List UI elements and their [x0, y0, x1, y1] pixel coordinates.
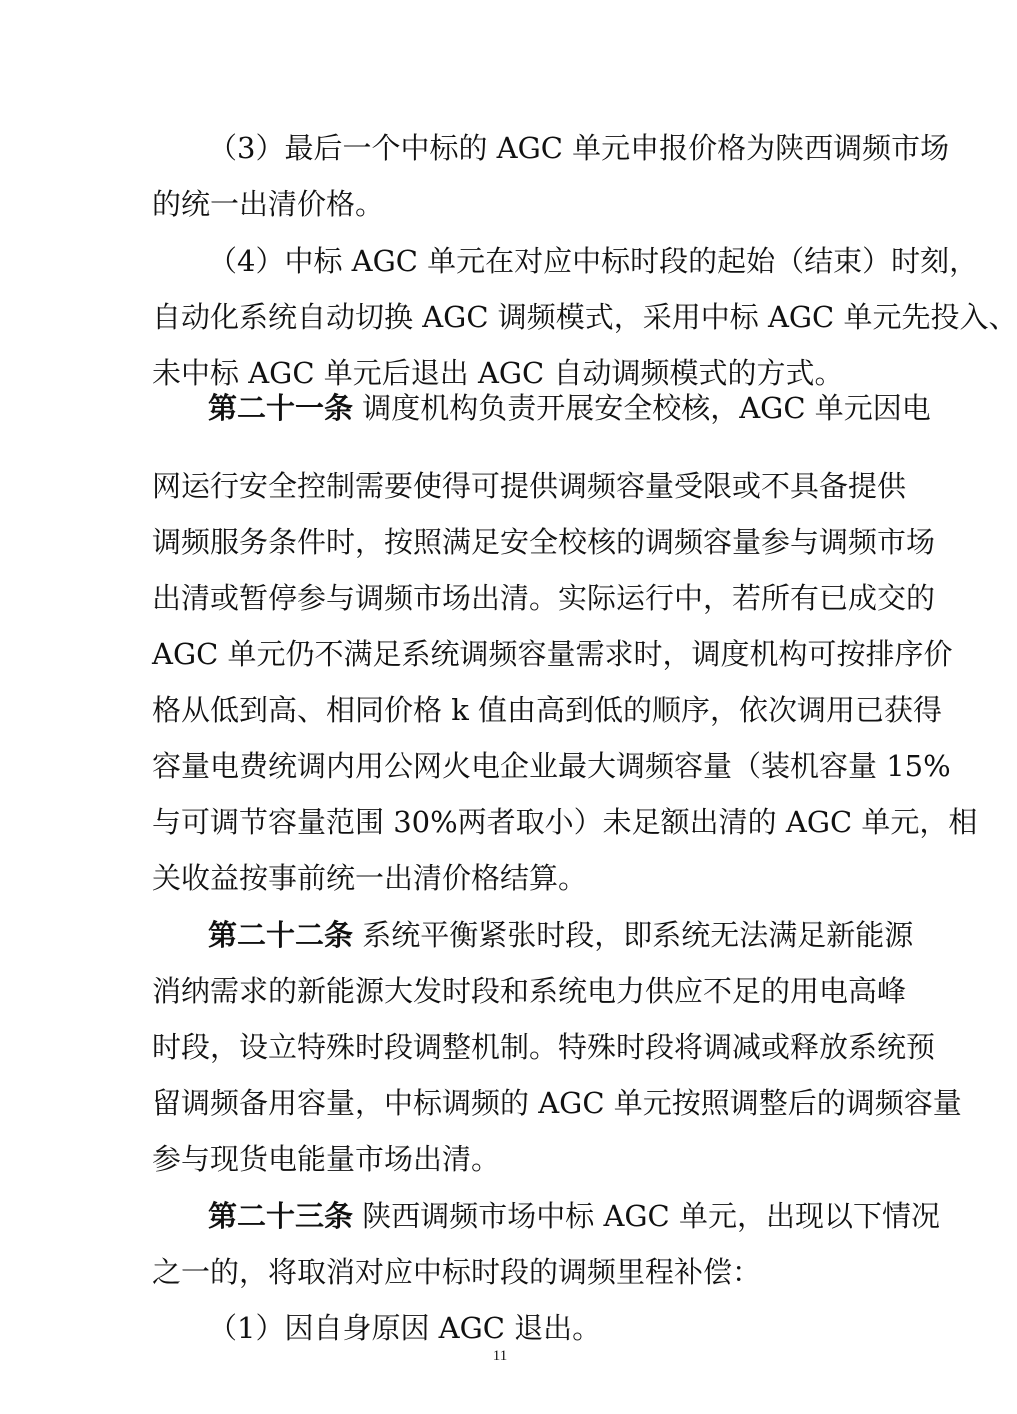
paragraph-line: 出清或暂停参与调频市场出清。实际运行中，若所有已成交的: [152, 581, 936, 615]
paragraph-line: 容量电费统调内用公网火电企业最大调频容量（装机容量 15%: [152, 749, 951, 783]
article-23-first-line: [208, 1196, 940, 1236]
article-22-first-line: [208, 915, 914, 955]
paragraph-line: 参与现货电能量市场出清。: [152, 1142, 501, 1176]
paragraph-line: 关收益按事前统一出清价格结算。: [152, 861, 588, 895]
paragraph-line: 未中标 AGC 单元后退出 AGC 自动调频模式的方式。: [152, 356, 844, 390]
paragraph-line: 时段，设立特殊时段调整机制。特殊时段将调减或释放系统预: [152, 1030, 936, 1064]
paragraph-line: AGC 单元仍不满足系统调频容量需求时，调度机构可按排序价: [152, 637, 953, 671]
paragraph-line: 消纳需求的新能源大发时段和系统电力供应不足的用电高峰: [152, 974, 907, 1008]
paragraph-line: 与可调节容量范围 30%两者取小）未足额出清的 AGC 单元，相: [152, 805, 978, 839]
paragraph-line: （3）最后一个中标的 AGC 单元申报价格为陕西调频市场: [208, 131, 950, 165]
article-heading: 第二十一条: [208, 391, 354, 425]
paragraph-line: 调频服务条件时，按照满足安全校核的调频容量参与调频市场: [152, 525, 936, 559]
paragraph-line: 留调频备用容量，中标调频的 AGC 单元按照调整后的调频容量: [152, 1086, 962, 1120]
article-21-first-line: [208, 388, 931, 432]
paragraph-line: 格从低到高、相同价格 k 值由高到低的顺序，依次调用已获得: [152, 693, 943, 727]
paragraph-line: （1）因自身原因 AGC 退出。: [208, 1311, 602, 1345]
paragraph-line: 网运行安全控制需要使得可提供调频容量受限或不具备提供: [152, 469, 907, 503]
paragraph-line: 之一的，将取消对应中标时段的调频里程补偿：: [152, 1255, 762, 1289]
paragraph-line: （4）中标 AGC 单元在对应中标时段的起始（结束）时刻，: [208, 244, 979, 278]
page-number: 11: [492, 1348, 508, 1364]
paragraph-line: 的统一出清价格。: [152, 187, 385, 221]
article-text: 调度机构负责开展安全校核，AGC 单元因电: [353, 391, 931, 425]
paragraph-line: 自动化系统自动切换 AGC 调频模式，采用中标 AGC 单元先投入、: [152, 300, 1017, 334]
article-text: 系统平衡紧张时段，即系统无法满足新能源: [353, 918, 914, 952]
article-text: 陕西调频市场中标 AGC 单元，出现以下情况: [353, 1199, 940, 1233]
article-heading: 第二十三条: [208, 1199, 354, 1233]
article-heading: 第二十二条: [208, 918, 354, 952]
